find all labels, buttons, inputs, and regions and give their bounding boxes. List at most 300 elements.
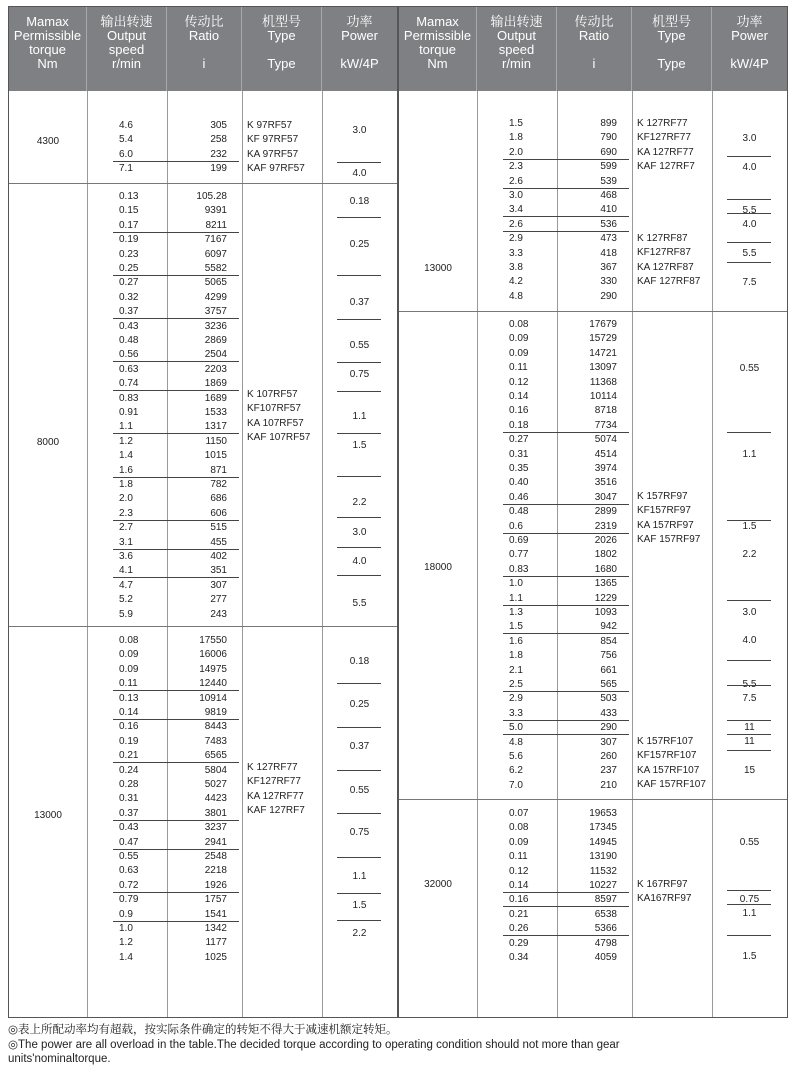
right-row-rule [503, 188, 629, 189]
left-ratio-value: 515 [210, 522, 227, 534]
right-speed-value: 0.16 [509, 405, 529, 417]
right-model-type: KA 127RF77 [637, 146, 694, 158]
left-header-type-line: 机型号 [261, 14, 301, 29]
left-header [9, 7, 397, 91]
right-power-rule [727, 935, 771, 936]
right-speed-value: 2.0 [509, 146, 523, 158]
right-header-speed-line: Output [496, 28, 537, 43]
right-header-torque [399, 7, 477, 91]
left-speed-value: 0.43 [119, 320, 139, 332]
left-ratio-value: 232 [210, 148, 227, 160]
left-speed-value: 2.0 [119, 493, 133, 505]
right-power-value: 1.5 [742, 951, 757, 962]
right-header-power-line: 功率 [736, 14, 763, 29]
right-ratio-value: 10227 [589, 880, 617, 891]
right-ratio-value: 3516 [594, 477, 617, 489]
right-torque-value: 18000 [424, 562, 452, 573]
left-ratio-value: 9391 [204, 205, 227, 217]
left-header-speed-line: 输出转速 [100, 14, 153, 29]
left-ratio-value: 2218 [204, 865, 227, 877]
left-speed-value: 0.43 [119, 822, 139, 834]
left-speed-value: 0.08 [119, 635, 139, 646]
right-speed-value: 0.27 [509, 434, 529, 446]
right-ratio-value: 899 [600, 118, 617, 129]
left-torque-value: 8000 [36, 437, 60, 448]
right-ratio-value: 19653 [589, 808, 617, 819]
left-power-value: 3.0 [352, 527, 367, 538]
right-speed-value: 5.6 [509, 751, 523, 762]
right-ratio-value: 290 [600, 722, 617, 734]
left-ratio-value: 2203 [204, 363, 227, 375]
left-power-rule [337, 813, 381, 814]
right-power-value: 0.55 [739, 363, 760, 374]
right-speed-value: 3.8 [509, 262, 523, 273]
left-speed-value: 0.48 [119, 335, 139, 346]
left-speed-value: 0.55 [119, 851, 139, 862]
right-torque-value: 13000 [424, 263, 452, 274]
right-speed-value: 0.16 [509, 894, 529, 906]
left-speed-value: 0.19 [119, 234, 139, 246]
left-speed-value: 4.1 [119, 565, 133, 577]
left-ratio-value: 5804 [204, 764, 227, 776]
right-power-rule [727, 685, 771, 686]
right-power-value: 5.5 [742, 205, 757, 216]
left-row-rule [113, 719, 239, 720]
right-header-power-line: Power [731, 28, 768, 43]
left-column-divider [87, 91, 88, 1017]
right-ratio-value: 1680 [594, 563, 617, 575]
right-speed-value: 0.83 [509, 563, 529, 575]
left-power-rule [337, 162, 381, 163]
left-ratio-value: 4423 [204, 793, 227, 805]
right-ratio-value: 8718 [594, 405, 617, 417]
left-speed-value: 0.79 [119, 894, 139, 906]
right-power-value: 15 [743, 765, 756, 776]
right-ratio-value: 4798 [594, 937, 617, 949]
left-row-rule [113, 762, 239, 763]
right-ratio-value: 3974 [594, 463, 617, 474]
right-speed-value: 1.3 [509, 607, 523, 618]
left-power-value: 0.55 [349, 340, 370, 351]
right-speed-value: 4.2 [509, 276, 523, 288]
left-header-torque-line: Mamax [26, 14, 69, 29]
right-ratio-value: 2026 [594, 535, 617, 546]
right-speed-value: 2.5 [509, 679, 523, 690]
right-power-rule [727, 660, 771, 661]
left-ratio-value: 1177 [205, 937, 227, 949]
right-power-value: 4.0 [742, 635, 757, 646]
right-ratio-value: 14945 [589, 836, 617, 848]
right-row-rule [503, 159, 629, 160]
left-power-value: 0.37 [349, 297, 370, 308]
right-power-rule [727, 199, 771, 200]
right-header-torque-line: Mamax [416, 14, 459, 29]
right-model-type: K 167RF97 [637, 879, 688, 890]
left-row-rule [113, 921, 239, 922]
right-ratio-value: 1093 [594, 607, 617, 618]
left-ratio-value: 1689 [204, 392, 227, 404]
left-speed-value: 0.24 [119, 764, 139, 776]
left-speed-value: 2.7 [119, 522, 133, 534]
left-ratio-value: 307 [210, 579, 227, 591]
right-row-rule [503, 734, 629, 735]
left-ratio-value: 1926 [204, 879, 227, 891]
right-speed-value: 0.09 [509, 836, 529, 848]
left-speed-value: 0.63 [119, 865, 139, 877]
note-english-line1: ◎The power are all overload in the table.The decided torque according to operating condition should not more than gear [8, 1039, 620, 1051]
right-power-value: 11 [744, 722, 755, 733]
right-speed-value: 1.6 [509, 635, 523, 647]
left-speed-value: 0.25 [119, 263, 139, 274]
left-speed-value: 0.27 [119, 277, 139, 289]
left-power-value: 5.5 [352, 598, 367, 609]
right-speed-value: 1.1 [509, 592, 523, 604]
right-model-type: K 157RF97 [637, 491, 688, 502]
right-speed-value: 0.34 [509, 952, 529, 963]
right-power-value: 2.2 [742, 549, 757, 560]
right-speed-value: 3.4 [509, 204, 523, 216]
left-power-value: 0.75 [349, 827, 370, 838]
right-power-value: 1.1 [742, 908, 757, 919]
right-speed-value: 0.12 [509, 865, 529, 877]
right-speed-value: 0.26 [509, 923, 529, 935]
right-ratio-value: 790 [600, 132, 617, 144]
left-ratio-value: 2504 [204, 349, 227, 361]
left-ratio-value: 9819 [204, 707, 227, 718]
right-speed-value: 5.0 [509, 722, 523, 734]
right-speed-value: 2.3 [509, 161, 523, 173]
left-header-ratio-line: i [202, 56, 206, 71]
right-ratio-value: 367 [600, 262, 617, 273]
left-speed-value: 1.8 [119, 479, 133, 490]
right-header-ratio-line: 传动比 [574, 14, 614, 29]
left-header-torque-line: Permissible [13, 28, 82, 43]
right-ratio-value: 14721 [589, 347, 617, 359]
left-speed-value: 3.1 [119, 536, 133, 548]
left-ratio-value: 3236 [204, 320, 227, 332]
left-speed-value: 0.16 [119, 721, 139, 733]
right-speed-value: 0.48 [509, 506, 529, 518]
left-power-rule [337, 476, 381, 477]
left-header-ratio-line: 传动比 [184, 14, 224, 29]
right-speed-value: 0.07 [509, 808, 529, 819]
right-header-torque-line: Permissible [403, 28, 472, 43]
left-power-value: 4.0 [352, 556, 367, 567]
right-model-type: K 127RF77 [637, 118, 688, 129]
left-speed-value: 7.1 [119, 163, 133, 175]
left-row-rule [113, 318, 239, 319]
right-row-rule [503, 633, 629, 634]
right-speed-value: 0.14 [509, 391, 529, 402]
left-speed-value: 0.23 [119, 248, 139, 260]
right-ratio-value: 756 [600, 650, 617, 662]
left-ratio-value: 5027 [204, 779, 227, 790]
left-ratio-value: 277 [210, 594, 227, 606]
right-header-speed [477, 7, 557, 91]
left-speed-value: 0.13 [119, 692, 139, 704]
right-ratio-value: 8597 [594, 894, 617, 906]
left-header-torque-line: Nm [37, 56, 58, 71]
left-ratio-value: 7483 [204, 735, 227, 747]
left-row-rule [113, 892, 239, 893]
right-speed-value: 2.1 [509, 664, 523, 676]
left-power-rule [337, 857, 381, 858]
left-ratio-value: 1150 [205, 435, 227, 447]
right-row-rule [503, 504, 629, 505]
left-speed-value: 0.28 [119, 779, 139, 790]
right-model-type: KAF 127RF7 [637, 161, 695, 173]
left-speed-value: 1.1 [119, 421, 133, 433]
left-header-power [322, 7, 397, 91]
left-speed-value: 5.9 [119, 608, 133, 620]
right-row-rule [503, 231, 629, 232]
left-power-value: 0.18 [349, 656, 370, 667]
right-speed-value: 1.5 [509, 621, 523, 633]
note-chinese: ◎表上所配动率均有超载，按实际条件确定的转矩不得大于减速机额定转矩。 [8, 1024, 398, 1036]
right-header-power [712, 7, 787, 91]
left-torque-value: 13000 [34, 810, 62, 821]
left-power-rule [337, 391, 381, 392]
right-power-rule [727, 520, 771, 521]
right-ratio-value: 599 [600, 161, 617, 173]
right-header-power-line: kW/4P [730, 56, 769, 71]
left-ratio-value: 4299 [204, 291, 227, 303]
right-power-value: 3.0 [742, 133, 757, 144]
right-ratio-value: 410 [600, 204, 617, 216]
left-power-rule [337, 319, 381, 320]
right-power-rule [727, 156, 771, 157]
left-ratio-value: 10914 [199, 692, 227, 704]
left-ratio-value: 1342 [204, 923, 227, 934]
right-ratio-value: 468 [600, 190, 617, 201]
right-speed-value: 1.0 [509, 578, 523, 590]
left-header-speed-line: r/min [112, 56, 141, 71]
right-power-value: 4.0 [742, 219, 757, 230]
right-ratio-value: 13190 [589, 851, 617, 863]
right-row-rule [503, 691, 629, 692]
right-ratio-value: 330 [600, 276, 617, 288]
left-model-type: KF 97RF57 [247, 134, 299, 146]
right-model-type: KF157RF97 [637, 505, 691, 517]
left-ratio-value: 455 [210, 536, 227, 548]
right-speed-value: 0.11 [509, 851, 528, 863]
right-model-type: KAF 127RF87 [637, 276, 701, 288]
right-ratio-value: 5366 [594, 923, 617, 935]
right-model-type: KF127RF87 [637, 247, 691, 259]
left-ratio-value: 8443 [204, 721, 227, 733]
right-row-rule [503, 533, 629, 534]
right-ratio-value: 503 [600, 693, 617, 705]
right-speed-value: 6.2 [509, 765, 523, 777]
left-header-speed [87, 7, 167, 91]
left-power-rule [337, 683, 381, 684]
right-model-type: KA 157RF97 [637, 519, 694, 531]
right-power-rule [727, 904, 771, 905]
left-power-rule [337, 362, 381, 363]
left-ratio-value: 258 [210, 134, 227, 146]
right-power-value: 0.75 [739, 894, 760, 905]
left-speed-value: 0.13 [119, 191, 139, 202]
right-row-rule [503, 720, 629, 721]
left-torque-value: 4300 [36, 136, 60, 147]
right-ratio-value: 2319 [594, 520, 617, 532]
left-ratio-value: 2869 [204, 335, 227, 346]
right-ratio-value: 854 [600, 635, 617, 647]
left-power-rule [337, 517, 381, 518]
left-speed-value: 0.9 [119, 908, 133, 920]
left-header-power-line: kW/4P [340, 56, 379, 71]
left-row-rule [113, 549, 239, 550]
right-model-type: KAF 157RF107 [637, 779, 706, 791]
right-header-speed-line: 输出转速 [490, 14, 543, 29]
left-ratio-value: 1869 [204, 378, 227, 390]
left-ratio-value: 1533 [204, 407, 227, 418]
left-speed-value: 1.2 [119, 937, 133, 949]
right-model-type: KA 127RF87 [637, 261, 694, 273]
left-speed-value: 0.47 [119, 836, 139, 848]
right-ratio-value: 210 [600, 779, 617, 791]
left-power-value: 1.5 [352, 440, 367, 451]
right-power-rule [727, 750, 771, 751]
left-speed-value: 4.7 [119, 579, 133, 591]
right-power-value: 1.1 [742, 449, 757, 460]
right-model-type: K 157RF107 [637, 736, 694, 747]
left-power-value: 0.37 [349, 741, 370, 752]
left-power-rule [337, 920, 381, 921]
right-ratio-value: 237 [600, 765, 617, 777]
right-speed-value: 4.8 [509, 736, 523, 748]
left-ratio-value: 5065 [204, 277, 227, 289]
left-ratio-value: 1025 [204, 951, 227, 963]
right-speed-value: 0.08 [509, 822, 529, 834]
left-ratio-value: 199 [210, 163, 227, 175]
left-power-rule [337, 727, 381, 728]
left-ratio-value: 12440 [199, 678, 227, 690]
right-ratio-value: 307 [600, 736, 617, 748]
left-model-type: K 97RF57 [247, 120, 293, 131]
right-ratio-value: 4059 [594, 952, 617, 963]
left-header-torque-line: torque [29, 42, 66, 57]
left-header-power-line: Power [341, 28, 378, 43]
right-speed-value: 0.29 [509, 937, 529, 949]
left-ratio-value: 305 [210, 120, 227, 131]
left-row-rule [113, 275, 239, 276]
left-power-value: 0.18 [349, 196, 370, 207]
right-ratio-value: 17345 [589, 822, 617, 834]
right-header-torque-line: torque [419, 42, 456, 57]
left-header-ratio [167, 7, 242, 91]
right-table [398, 6, 788, 1018]
ratings-table [8, 6, 788, 1018]
left-model-type: KA 127RF77 [247, 790, 304, 802]
right-power-value: 7.5 [742, 277, 757, 288]
note-english-line2: units'nominaltorque. [8, 1053, 111, 1065]
left-table [8, 6, 398, 1018]
right-ratio-value: 433 [600, 707, 617, 719]
right-ratio-value: 13097 [589, 362, 617, 374]
left-header-type-line: Type [267, 28, 296, 43]
right-ratio-value: 1802 [594, 549, 617, 561]
right-ratio-value: 3047 [594, 491, 617, 503]
right-speed-value: 0.18 [509, 419, 529, 431]
left-header-torque [9, 7, 87, 91]
right-column-divider [632, 91, 633, 1017]
right-ratio-value: 418 [600, 247, 617, 259]
left-ratio-value: 686 [210, 493, 227, 505]
left-header-speed-line: speed [108, 42, 145, 57]
left-power-rule [337, 433, 381, 434]
right-speed-value: 3.3 [509, 707, 523, 719]
left-speed-value: 4.6 [119, 120, 133, 131]
right-power-rule [727, 432, 771, 433]
left-speed-value: 5.4 [119, 134, 133, 146]
left-speed-value: 5.2 [119, 594, 133, 606]
left-speed-value: 1.6 [119, 464, 133, 476]
left-model-type: KA 97RF57 [247, 148, 299, 160]
left-power-rule [337, 217, 381, 218]
right-group-separator [399, 799, 787, 800]
left-ratio-value: 243 [210, 608, 227, 620]
right-power-rule [727, 213, 771, 214]
right-ratio-value: 942 [600, 621, 617, 633]
left-row-rule [113, 577, 239, 578]
left-ratio-value: 1541 [204, 908, 227, 920]
right-ratio-value: 5074 [594, 434, 617, 446]
right-speed-value: 2.6 [509, 218, 523, 230]
right-header-speed-line: r/min [502, 56, 531, 71]
right-header-type [632, 7, 712, 91]
right-speed-value: 3.3 [509, 247, 523, 259]
left-ratio-value: 8211 [205, 219, 227, 231]
right-ratio-value: 17679 [589, 319, 617, 330]
left-model-type: KAF 127RF7 [247, 805, 305, 817]
right-header-ratio-line: i [592, 56, 596, 71]
left-ratio-value: 3801 [204, 807, 227, 819]
right-group-separator [399, 311, 787, 312]
right-speed-value: 0.46 [509, 491, 529, 503]
right-speed-value: 0.09 [509, 347, 529, 359]
right-model-type: K 127RF87 [637, 233, 688, 244]
right-power-rule [727, 890, 771, 891]
right-speed-value: 4.8 [509, 290, 523, 302]
left-model-type: KAF 97RF57 [247, 163, 305, 175]
left-power-value: 4.0 [352, 168, 367, 179]
left-speed-value: 0.32 [119, 291, 139, 303]
left-ratio-value: 1015 [204, 450, 227, 462]
left-row-rule [113, 690, 239, 691]
right-header-ratio-line: Ratio [578, 28, 610, 43]
right-header-type-line: Type [657, 56, 686, 71]
right-speed-value: 0.11 [509, 362, 528, 374]
left-row-rule [113, 477, 239, 478]
left-speed-value: 0.21 [119, 750, 139, 762]
right-ratio-value: 4514 [594, 448, 617, 460]
left-speed-value: 0.37 [119, 306, 139, 318]
left-ratio-value: 351 [210, 565, 227, 577]
right-speed-value: 0.6 [509, 520, 523, 532]
left-speed-value: 0.17 [119, 219, 139, 231]
left-speed-value: 0.74 [119, 378, 139, 390]
left-model-type: K 127RF77 [247, 762, 298, 773]
right-power-value: 1.5 [742, 521, 757, 532]
right-ratio-value: 2899 [594, 506, 617, 518]
left-speed-value: 1.0 [119, 923, 133, 934]
right-speed-value: 0.21 [509, 908, 529, 920]
right-row-rule [503, 432, 629, 433]
left-ratio-value: 5582 [204, 263, 227, 274]
right-ratio-value: 565 [600, 679, 617, 690]
right-row-rule [503, 576, 629, 577]
